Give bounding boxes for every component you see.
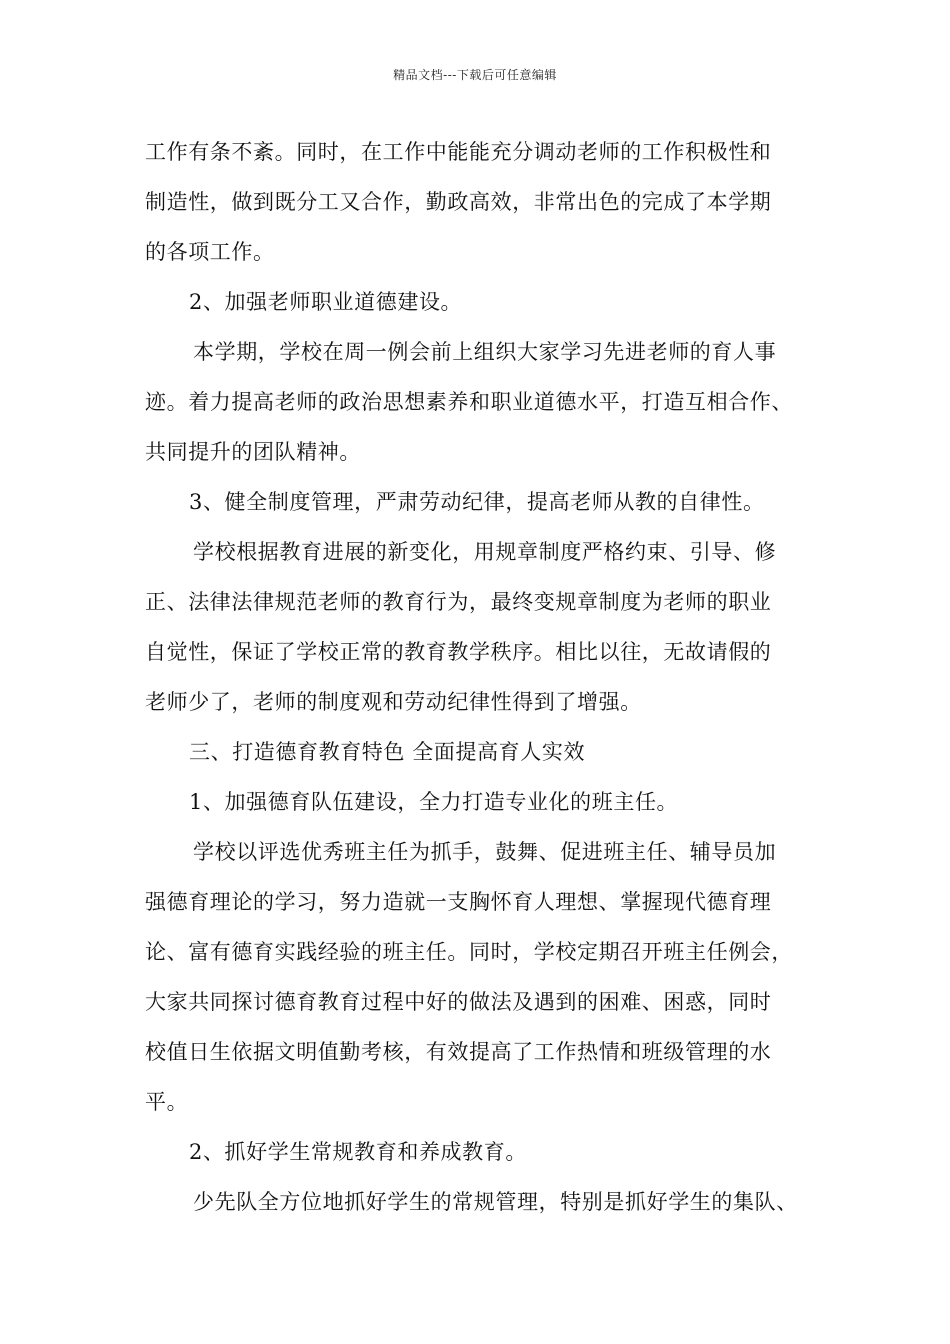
paragraph-line: 少先队全方位地抓好学生的常规管理，特别是抓好学生的集队、 [193,1190,798,1214]
paragraph-line: 校值日生依据文明值勤考核，有效提高了工作热情和班级管理的水 [145,1040,772,1064]
paragraph-line: 老师少了，老师的制度观和劳动纪律性得到了增强。 [145,690,642,714]
paragraph-line: 学校以评选优秀班主任为抓手，鼓舞、促进班主任、辅导员加 [193,840,777,864]
paragraph-line: 制造性，做到既分工又合作，勤政高效，非常出色的完成了本学期 [145,190,772,214]
section-heading: 1、加强德育队伍建设，全力打造专业化的班主任。 [189,790,679,814]
paragraph-line: 学校根据教育进展的新变化，用规章制度严格约束、引导、修 [193,540,777,564]
paragraph-line: 正、法律法律规范老师的教育行为，最终变规章制度为老师的职业 [145,590,772,614]
paragraph-line: 迹。着力提高老师的政治思想素养和职业道德水平，打造互相合作、 [145,390,793,414]
paragraph-line: 工作有条不紊。同时，在工作中能能充分调动老师的工作积极性和 [145,140,772,164]
paragraph-line: 自觉性，保证了学校正常的教育教学秩序。相比以往，无故请假的 [145,640,772,664]
paragraph-line: 共同提升的团队精神。 [145,440,361,464]
paragraph-line: 平。 [145,1090,189,1114]
section-heading: 3、健全制度管理，严肃劳动纪律，提高老师从教的自律性。 [189,490,765,514]
paragraph-line: 大家共同探讨德育教育过程中好的做法及遇到的困难、困惑，同时 [145,990,772,1014]
section-heading: 2、加强老师职业道德建设。 [189,290,463,314]
paragraph-line: 强德育理论的学习，努力造就一支胸怀育人理想、掌握现代德育理 [145,890,772,914]
page-header: 精品文档---下载后可任意编辑 [393,68,557,82]
document-body [145,133,825,1233]
paragraph-line: 的各项工作。 [145,240,275,264]
section-heading: 三、打造德育教育特色 全面提高育人实效 [189,740,586,764]
paragraph-line: 论、富有德育实践经验的班主任。同时，学校定期召开班主任例会， [145,940,793,964]
paragraph-line: 本学期，学校在周一例会前上组织大家学习先进老师的育人事 [193,340,777,364]
section-heading: 2、抓好学生常规教育和养成教育。 [189,1140,527,1164]
